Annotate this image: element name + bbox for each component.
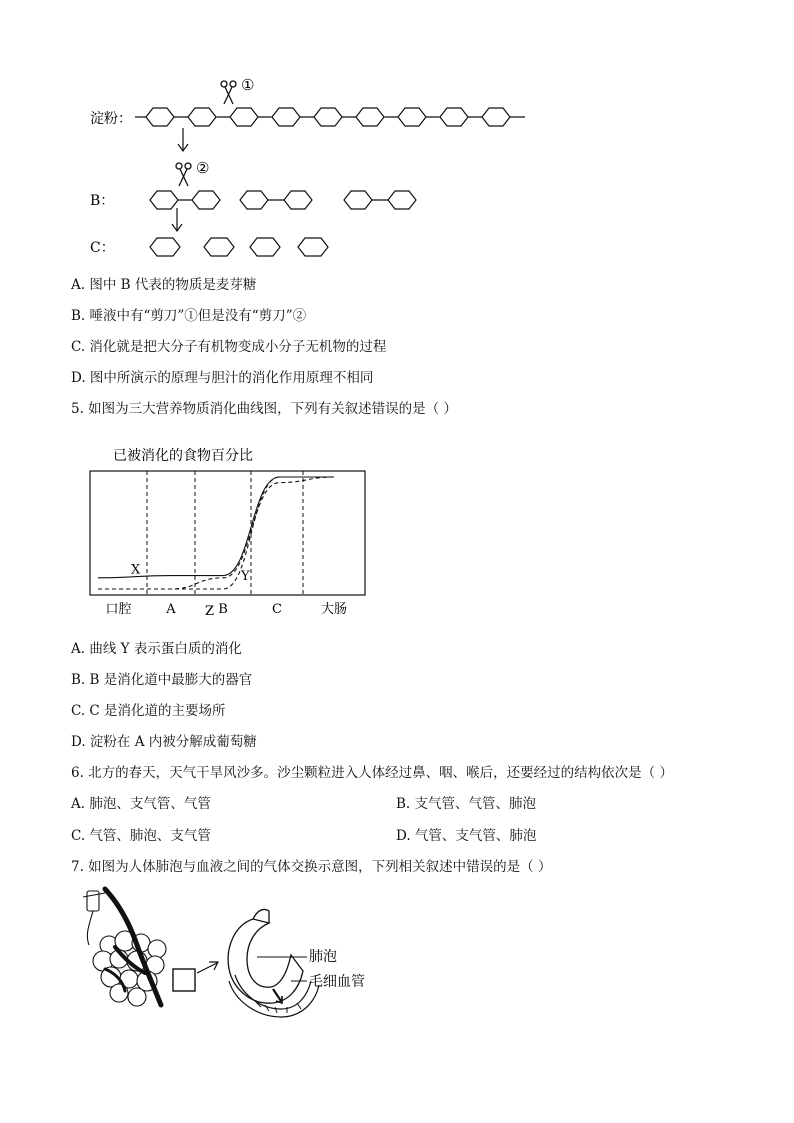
q4-option-b: B. 唾液中有“剪刀”①但是没有“剪刀”②	[71, 308, 307, 324]
q4-option-d: D. 图中所演示的原理与胆汁的消化作用原理不相同	[71, 370, 374, 386]
q5-stem: 5. 如图为三大营养物质消化曲线图，下列有关叙述错误的是（ ）	[71, 401, 457, 417]
q5-option-b: B. B 是消化道中最膨大的器官	[71, 672, 253, 688]
label-alveolus: 肺泡	[309, 949, 337, 965]
q5-option-a: A. 曲线 Y 表示蛋白质的消化	[71, 641, 242, 657]
scissor-number-2: ②	[196, 159, 210, 177]
alveolus-icon	[228, 909, 303, 1003]
x-tick-label: 大肠	[320, 602, 348, 617]
label-b: B：	[90, 193, 115, 209]
lung-alveolus-figure	[75, 885, 405, 1025]
zoom-arrow-icon	[197, 962, 218, 973]
scissors-icon	[221, 81, 236, 104]
zoom-box	[173, 969, 195, 991]
q6-option-c: C. 气管、肺泡、支气管	[71, 828, 211, 844]
arrow-down-icon	[178, 128, 188, 151]
q4-option-a: A. 图中 B 代表的物质是麦芽糖	[71, 277, 257, 293]
region-dividers	[147, 471, 303, 595]
q6-option-d: D. 气管、支气管、肺泡	[396, 828, 537, 844]
chart-title: 已被消化的食物百分比	[113, 448, 253, 464]
maltose-row	[150, 191, 416, 209]
curve-label-y: Y	[241, 568, 250, 584]
starch-diagram	[0, 70, 560, 265]
glucose-row	[150, 238, 328, 256]
arrow-down-icon	[172, 208, 182, 231]
x-tick-label: B	[218, 602, 228, 617]
q6-stem: 6. 北方的春天，天气干旱风沙多。沙尘颗粒进入人体经过鼻、咽、喉后，还要经过的结构依次是（ ）	[71, 765, 673, 781]
q5-option-d: D. 淀粉在 A 内被分解成葡萄糖	[71, 734, 257, 750]
curve-label-z: Z	[205, 604, 215, 619]
curve-label-x: X	[131, 562, 141, 578]
q5-option-c: C. C 是消化道的主要场所	[71, 703, 226, 719]
x-tick-label: C	[272, 602, 282, 617]
label-leader-lines	[257, 957, 307, 981]
q6-option-b: B. 支气管、气管、肺泡	[396, 796, 537, 812]
scissors-icon	[176, 163, 191, 186]
chart-xticks	[105, 601, 347, 617]
q4-option-c: C. 消化就是把大分子有机物变成小分子无机物的过程	[71, 339, 387, 355]
label-c: C：	[90, 240, 115, 256]
q7-stem: 7. 如图为人体肺泡与血液之间的气体交换示意图，下列相关叙述中错误的是（ ）	[71, 859, 552, 875]
scissor-number-1: ①	[241, 76, 255, 94]
digestion-chart	[80, 440, 380, 625]
starch-chain	[135, 108, 525, 126]
label-starch: 淀粉：	[90, 111, 132, 127]
label-capillary: 毛细血管	[309, 974, 365, 990]
x-tick-label: 口腔	[105, 602, 132, 617]
q6-option-a: A. 肺泡、支气管、气管	[71, 796, 211, 812]
x-tick-label: A	[166, 602, 176, 617]
